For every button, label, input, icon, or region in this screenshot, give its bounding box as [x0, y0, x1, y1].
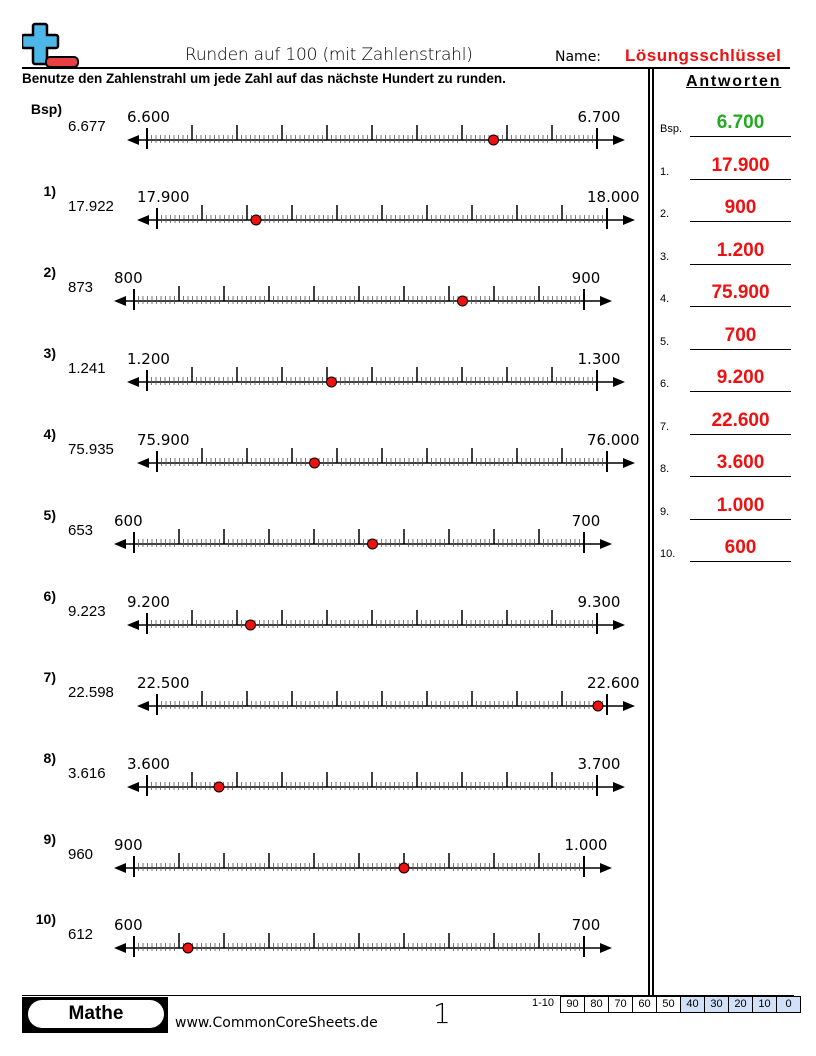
name-label: Name:	[555, 49, 602, 65]
score-cell: 70	[609, 996, 633, 1013]
answer-value[interactable]: 6.700	[716, 112, 765, 133]
number-line-end-label: 9.300	[577, 593, 621, 611]
number-line-start-label: 900	[114, 836, 143, 854]
value-marker-dot	[399, 863, 409, 873]
problem-label: 1)	[43, 183, 56, 199]
value-marker-dot	[310, 458, 320, 468]
website-link[interactable]: www.CommonCoreSheets.de	[175, 1015, 378, 1031]
answer-row	[660, 150, 792, 180]
answer-underline	[690, 434, 791, 435]
answer-row	[660, 532, 792, 562]
problem-number: 22.598	[68, 684, 114, 701]
number-line-end-label: 700	[571, 916, 601, 934]
answer-value[interactable]: 17.900	[711, 154, 770, 176]
number-line-start-label: 800	[114, 269, 143, 287]
answer-row	[660, 192, 792, 222]
problem-label: 8)	[43, 750, 56, 766]
answer-value[interactable]: 75.900	[711, 282, 770, 303]
problem-label: 4)	[43, 426, 56, 442]
problem-label: 3)	[43, 345, 56, 361]
score-cell: 80	[585, 996, 609, 1013]
answer-value[interactable]: 700	[724, 324, 757, 346]
answer-row	[660, 320, 792, 350]
answer-value[interactable]: 900	[724, 197, 757, 218]
number-line-end-label: 76.000	[587, 431, 640, 449]
answer-index: 3.	[660, 250, 670, 263]
answer-index: 8.	[660, 463, 670, 475]
column-divider	[648, 69, 650, 996]
instructions: Benutze den Zahlenstrahl um jede Zahl auf das nächste Hundert zu runden.	[22, 71, 506, 86]
arrow-right-icon	[623, 458, 635, 468]
problem-label: 10)	[35, 911, 56, 927]
number-line-end-label: 1.300	[577, 350, 621, 368]
answer-underline	[690, 391, 791, 392]
number-line-start-label: 3.600	[127, 755, 170, 773]
score-cell: 30	[705, 996, 729, 1013]
page-number: 1	[433, 997, 451, 1030]
arrow-left-icon	[127, 620, 139, 630]
worksheet-title: Runden auf 100 (mit Zahlenstrahl)	[185, 45, 473, 65]
answer-underline	[690, 136, 791, 137]
arrow-left-icon	[127, 377, 139, 387]
problem-label: 6)	[43, 588, 56, 604]
problem-number: 6.677	[68, 118, 106, 135]
answer-index: 4.	[660, 293, 670, 305]
problem-number: 612	[68, 926, 94, 943]
answer-value[interactable]: 9.200	[716, 367, 765, 388]
answer-index: 6.	[660, 378, 670, 390]
value-marker-dot	[183, 943, 193, 953]
problem-label: 7)	[43, 669, 56, 685]
problem-label: 5)	[43, 507, 56, 523]
problem-number: 873	[68, 279, 94, 296]
arrow-left-icon	[127, 782, 139, 792]
score-cell: 90	[560, 996, 585, 1013]
value-marker-dot	[327, 377, 337, 387]
score-cell: 20	[729, 996, 753, 1013]
arrow-right-icon	[623, 215, 635, 225]
number-line-start-label: 17.900	[137, 188, 190, 206]
number-line-end-label: 22.600	[587, 674, 640, 692]
answer-value[interactable]: 22.600	[711, 409, 770, 431]
number-line-start-label: 600	[114, 512, 143, 530]
value-marker-dot	[458, 296, 468, 306]
answer-underline	[690, 264, 791, 265]
arrow-right-icon	[600, 943, 612, 953]
value-marker-dot	[251, 215, 261, 225]
arrow-right-icon	[613, 135, 625, 145]
value-marker-dot	[593, 701, 603, 711]
arrow-left-icon	[127, 135, 139, 145]
answer-index: 7.	[660, 420, 670, 433]
answer-underline	[690, 561, 791, 562]
answer-index: 5.	[660, 335, 670, 348]
score-cell: 0	[777, 996, 801, 1013]
answer-row	[660, 447, 792, 477]
number-line-end-label: 6.700	[577, 108, 621, 126]
number-line-start-label: 1.200	[127, 350, 170, 368]
arrow-right-icon	[613, 377, 625, 387]
answer-value[interactable]: 1.200	[716, 239, 765, 261]
arrow-left-icon	[137, 458, 149, 468]
answer-row	[660, 362, 792, 392]
column-divider	[652, 69, 654, 996]
score-cell: 60	[633, 996, 657, 1013]
value-marker-dot	[214, 782, 224, 792]
problem-label: 2)	[43, 264, 56, 280]
number-line-end-label: 1.000	[564, 836, 608, 854]
arrow-right-icon	[613, 620, 625, 630]
problem-number: 960	[68, 846, 94, 863]
answer-row	[660, 405, 792, 435]
problem-number: 653	[68, 522, 94, 539]
number-line-end-label: 18.000	[587, 188, 640, 206]
number-line-start-label: 600	[114, 916, 143, 934]
arrow-right-icon	[613, 782, 625, 792]
answer-index: 2.	[660, 208, 670, 220]
number-line-end-label: 700	[571, 512, 601, 530]
arrow-left-icon	[114, 539, 126, 549]
value-marker-dot	[246, 620, 256, 630]
arrow-right-icon	[600, 296, 612, 306]
score-range-label: 1-10	[532, 997, 555, 1009]
problem-label: Bsp)	[30, 101, 62, 117]
problem-number: 17.922	[68, 198, 114, 215]
answer-row	[660, 277, 792, 307]
arrow-left-icon	[137, 215, 149, 225]
answer-value[interactable]: 600	[724, 537, 757, 558]
answer-row	[660, 107, 792, 137]
arrow-right-icon	[600, 863, 612, 873]
answer-underline	[690, 306, 791, 307]
value-marker-dot	[368, 539, 378, 549]
answer-value[interactable]: 1.000	[716, 494, 765, 516]
answer-underline	[690, 476, 791, 477]
answer-underline	[690, 221, 791, 222]
number-line-start-label: 6.600	[127, 108, 170, 126]
problem-number: 9.223	[68, 603, 106, 620]
problem-number: 3.616	[68, 765, 106, 782]
name-value: Lösungsschlüssel	[625, 46, 782, 65]
score-cell: 50	[657, 996, 681, 1013]
number-line-start-label: 9.200	[127, 593, 170, 611]
answer-index: 10.	[660, 548, 676, 560]
number-line-start-label: 22.500	[137, 674, 190, 692]
answer-row	[660, 235, 792, 265]
answers-heading: Antworten	[686, 73, 782, 90]
score-cell: 40	[681, 996, 705, 1013]
arrow-left-icon	[114, 943, 126, 953]
arrow-left-icon	[137, 701, 149, 711]
number-line-end-label: 3.700	[577, 755, 621, 773]
plus-minus-logo-icon	[22, 22, 80, 68]
score-cell: 10	[753, 996, 777, 1013]
answer-index: 9.	[660, 505, 670, 518]
number-line-end-label: 900	[571, 269, 601, 287]
arrow-left-icon	[114, 296, 126, 306]
value-marker-dot	[489, 135, 499, 145]
subject-label: Mathe	[28, 1000, 164, 1028]
header-divider	[22, 67, 790, 69]
problem-label: 9)	[43, 831, 56, 847]
arrow-right-icon	[600, 539, 612, 549]
score-table	[532, 996, 801, 1013]
answer-value[interactable]: 3.600	[716, 452, 765, 473]
subject-badge	[22, 997, 168, 1033]
answer-index: 1.	[660, 165, 670, 178]
problem-number: 1.241	[68, 360, 106, 377]
answer-underline	[690, 519, 791, 520]
number-line-start-label: 75.900	[137, 431, 190, 449]
arrow-right-icon	[623, 701, 635, 711]
answer-index: Bsp.	[660, 123, 683, 135]
problem-number: 75.935	[68, 441, 114, 458]
answer-row	[660, 490, 792, 520]
answer-underline	[690, 179, 791, 180]
answer-underline	[690, 349, 791, 350]
arrow-left-icon	[114, 863, 126, 873]
